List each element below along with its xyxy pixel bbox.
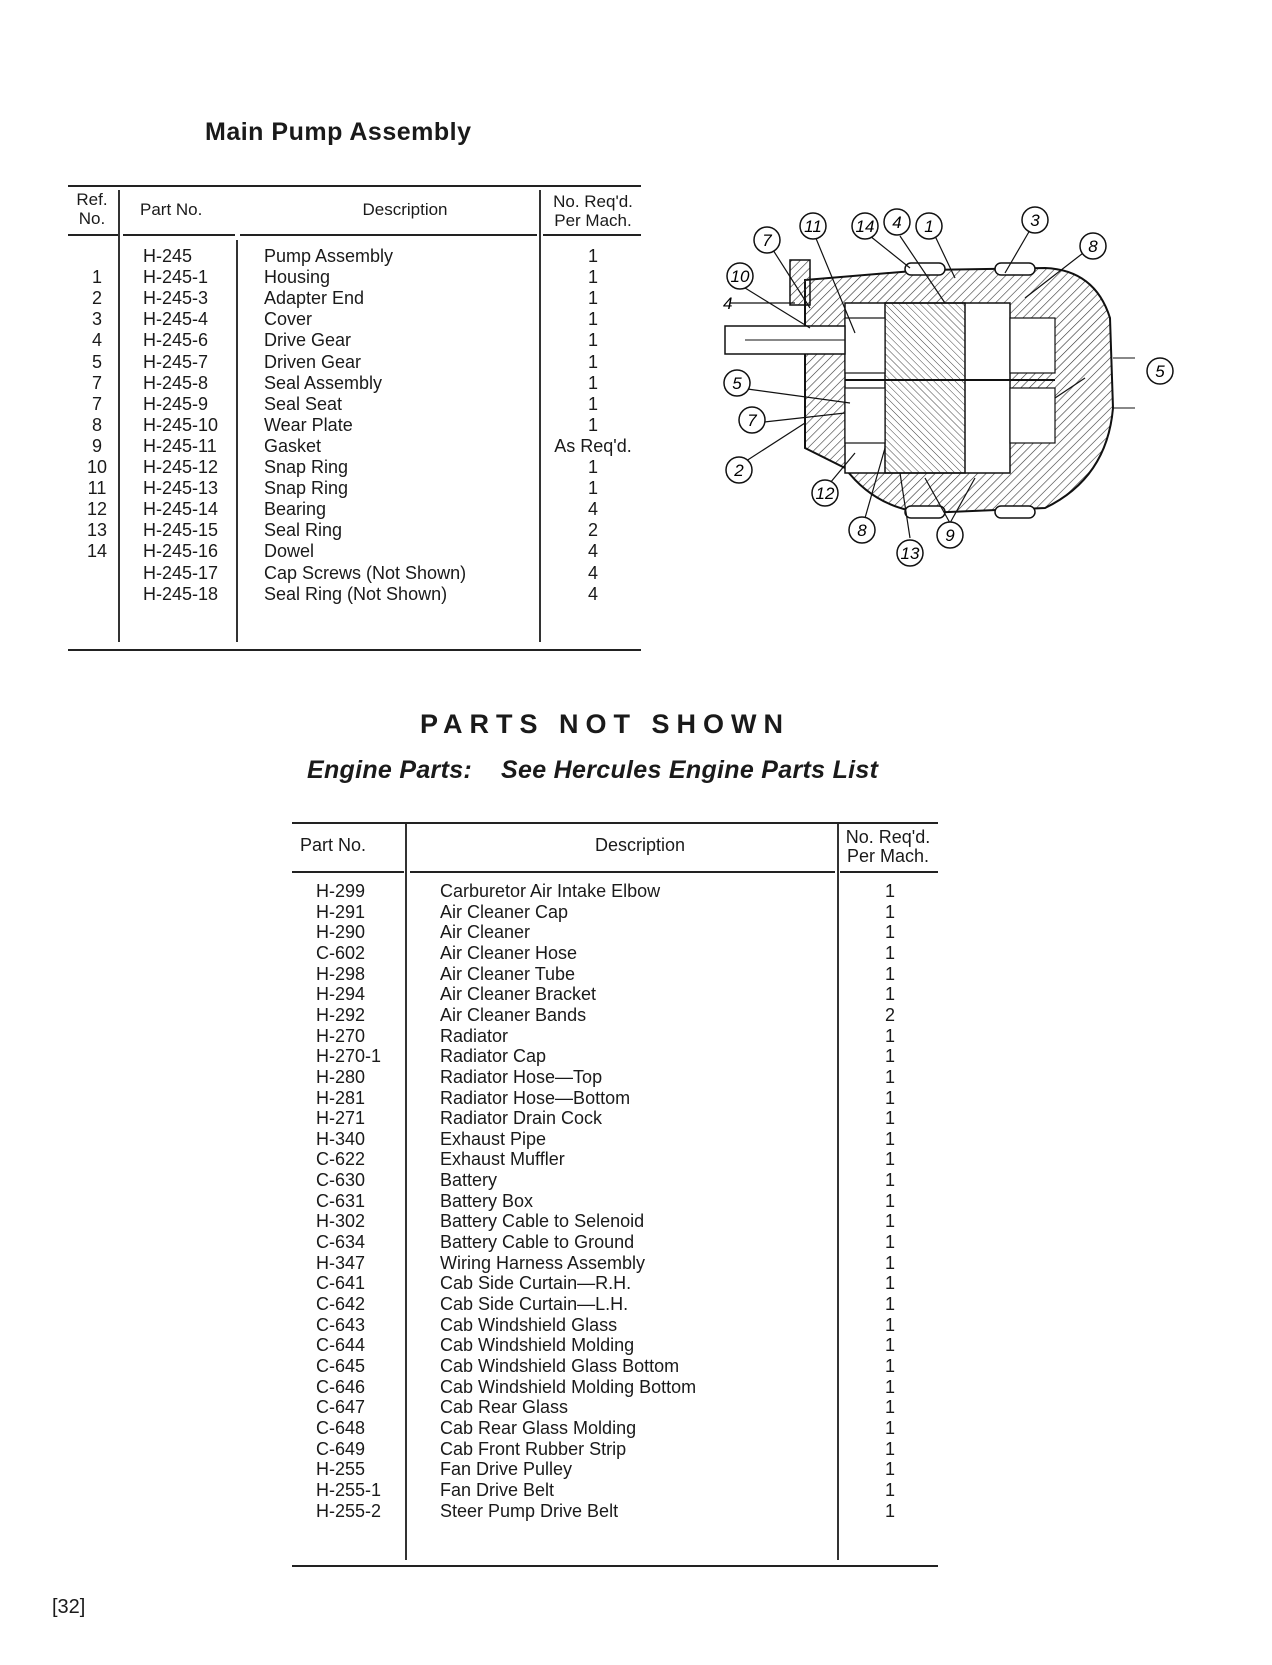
part-no: H-299 xyxy=(316,881,366,901)
qty: 1 xyxy=(884,1108,895,1129)
description: Cover xyxy=(264,309,313,330)
ref-no: 4 xyxy=(91,330,102,351)
header-description: Description xyxy=(362,200,448,219)
qty: 1 xyxy=(884,1479,895,1500)
table-row xyxy=(0,1315,1000,1336)
description: Dowel xyxy=(264,541,315,562)
part-no: C-631 xyxy=(316,1190,366,1211)
part-no: H-255 xyxy=(316,1459,366,1480)
table-row xyxy=(0,1005,1000,1026)
description: Air Cleaner xyxy=(440,922,531,943)
table-row xyxy=(0,1501,1000,1522)
part-no: H-245-12 xyxy=(143,457,219,477)
header-part-no: Part No. xyxy=(140,200,203,219)
callout-label: 11 xyxy=(804,217,822,236)
table-row xyxy=(0,881,1000,902)
table-row xyxy=(0,964,1000,985)
part-no: C-643 xyxy=(316,1314,366,1335)
part-no: H-245-11 xyxy=(143,435,217,456)
callout-label: 8 xyxy=(857,521,867,540)
table-row xyxy=(0,1480,1000,1501)
table-row xyxy=(0,520,700,541)
description: Seal Seat xyxy=(264,393,343,414)
table-top-rule xyxy=(292,822,938,824)
callout-8 xyxy=(849,517,875,543)
qty: 1 xyxy=(587,267,598,288)
qty: 1 xyxy=(884,1087,895,1108)
qty: 1 xyxy=(587,414,598,435)
table-row xyxy=(0,1026,1000,1047)
ref-no: 14 xyxy=(86,541,108,562)
callout-4 xyxy=(884,209,910,235)
table-bottom-rule xyxy=(68,649,641,651)
part-no: H-340 xyxy=(316,1128,366,1149)
ref-no: 11 xyxy=(87,478,107,499)
callout-11 xyxy=(800,213,826,239)
description: Battery Cable to Ground xyxy=(440,1232,635,1253)
qty: 1 xyxy=(884,922,895,943)
part-no: H-245-17 xyxy=(143,562,219,583)
description: Air Cleaner Hose xyxy=(440,942,578,963)
description: Cab Windshield Glass xyxy=(440,1314,618,1335)
table-row xyxy=(0,1232,1000,1253)
table-row xyxy=(0,309,700,330)
callout-label: 3 xyxy=(1030,211,1040,230)
callout-8 xyxy=(1080,233,1106,259)
part-no: H-270-1 xyxy=(316,1046,382,1067)
qty: 1 xyxy=(587,478,598,499)
description: Battery xyxy=(440,1170,498,1191)
table-row xyxy=(0,1356,1000,1377)
header-part-no: Part No. xyxy=(300,835,367,855)
description: Radiator Hose—Bottom xyxy=(440,1087,631,1108)
table-row xyxy=(0,563,700,584)
description: Seal Ring (Not Shown) xyxy=(264,583,448,604)
callout-label: 4 xyxy=(723,294,733,313)
qty: 1 xyxy=(884,901,895,922)
header-rule-part xyxy=(292,871,404,873)
qty: 1 xyxy=(884,1376,895,1397)
part-no: H-245-4 xyxy=(143,309,209,330)
description: Cab Side Curtain—L.H. xyxy=(440,1294,629,1314)
description: Pump Assembly xyxy=(264,246,394,266)
description: Radiator Cap xyxy=(440,1046,547,1067)
qty: 1 xyxy=(884,1149,895,1170)
table-row xyxy=(0,1191,1000,1212)
table-row xyxy=(0,1294,1000,1315)
ref-no: 10 xyxy=(86,457,108,477)
description: Gasket xyxy=(264,435,322,456)
part-no: H-245-9 xyxy=(143,393,209,414)
description: Radiator xyxy=(440,1025,509,1046)
qty: 1 xyxy=(884,1397,895,1418)
parts-not-shown-subtitle: Engine Parts: See Hercules Engine Parts List xyxy=(307,756,879,784)
table-row xyxy=(0,943,1000,964)
callout-5 xyxy=(1147,358,1173,384)
callout-label: 2 xyxy=(734,461,744,480)
description: Driven Gear xyxy=(264,351,362,372)
callout-1 xyxy=(916,213,942,239)
part-no: H-255-2 xyxy=(316,1500,382,1521)
description: Battery Box xyxy=(440,1190,534,1211)
qty: 1 xyxy=(884,1252,895,1273)
qty: 1 xyxy=(587,309,598,330)
qty: 4 xyxy=(587,562,598,583)
description: Cab Windshield Molding xyxy=(440,1335,635,1356)
description: Radiator Hose—Top xyxy=(440,1066,603,1087)
description: Snap Ring xyxy=(264,457,349,477)
table-row xyxy=(0,922,1000,943)
description: Housing xyxy=(264,267,331,288)
part-no: C-602 xyxy=(316,942,366,963)
qty: 4 xyxy=(587,541,598,562)
callout-13 xyxy=(897,540,923,566)
description: Carburetor Air Intake Elbow xyxy=(440,881,661,901)
table-row xyxy=(0,1273,1000,1294)
qty: As Req'd. xyxy=(554,435,632,456)
table-row xyxy=(0,1459,1000,1480)
qty: 1 xyxy=(884,984,895,1005)
description: Air Cleaner Tube xyxy=(440,963,576,984)
qty: 1 xyxy=(884,881,895,901)
part-no: C-649 xyxy=(316,1438,366,1459)
qty: 1 xyxy=(884,1314,895,1335)
part-no: H-245 xyxy=(143,246,193,266)
part-no: H-245-7 xyxy=(143,351,209,372)
table-row xyxy=(0,984,1000,1005)
description: Exhaust Muffler xyxy=(440,1149,565,1170)
qty: 1 xyxy=(884,1190,895,1211)
parts-not-shown-title: PARTS NOT SHOWN xyxy=(420,709,790,739)
callout-label: 13 xyxy=(900,544,920,563)
table-row xyxy=(0,1067,1000,1088)
header-rule-desc xyxy=(410,871,835,873)
qty: 1 xyxy=(884,1170,895,1191)
description: Snap Ring xyxy=(264,478,349,499)
table-top-rule xyxy=(68,185,641,187)
callout-label: 12 xyxy=(815,484,835,503)
part-no: H-245-8 xyxy=(143,372,209,393)
callout-9 xyxy=(937,522,963,548)
header-rule-desc xyxy=(240,234,537,236)
part-no: H-255-1 xyxy=(316,1479,382,1500)
description: Battery Cable to Selenoid xyxy=(440,1211,645,1232)
ref-no: 7 xyxy=(91,393,102,414)
callout-3 xyxy=(1022,207,1048,233)
table-row xyxy=(0,457,700,478)
callout-10 xyxy=(727,263,753,289)
ref-no: 3 xyxy=(91,309,102,330)
qty: 1 xyxy=(884,963,895,984)
table-row xyxy=(0,1211,1000,1232)
qty: 1 xyxy=(884,942,895,963)
part-no: C-648 xyxy=(316,1417,366,1438)
table-row xyxy=(0,288,700,309)
callout-12 xyxy=(812,480,838,506)
callout-label: 9 xyxy=(945,526,955,545)
part-no: C-646 xyxy=(316,1376,366,1397)
part-no: H-245-3 xyxy=(143,288,209,309)
table-row xyxy=(0,499,700,520)
table-row xyxy=(0,1170,1000,1191)
description: Bearing xyxy=(264,499,327,520)
callout-7 xyxy=(754,227,780,253)
qty: 1 xyxy=(884,1417,895,1438)
callout-label: 8 xyxy=(1088,237,1098,256)
part-no: C-634 xyxy=(316,1232,366,1253)
description: Cab Windshield Glass Bottom xyxy=(440,1355,680,1376)
part-no: H-298 xyxy=(316,963,366,984)
part-no: H-280 xyxy=(316,1066,366,1087)
part-no: C-641 xyxy=(316,1273,366,1294)
table-row xyxy=(0,902,1000,923)
callout-2 xyxy=(726,457,752,483)
ref-no: 2 xyxy=(91,288,102,309)
part-no: H-245-14 xyxy=(143,499,219,520)
qty: 1 xyxy=(884,1438,895,1459)
description: Air Cleaner Cap xyxy=(440,901,569,922)
table-bottom-rule xyxy=(292,1565,938,1567)
description: Drive Gear xyxy=(264,330,352,351)
part-no: H-294 xyxy=(316,984,366,1005)
description: Air Cleaner Bracket xyxy=(440,984,597,1005)
qty: 1 xyxy=(587,288,598,309)
part-no: H-245-15 xyxy=(143,520,219,541)
ref-no: 13 xyxy=(86,520,108,541)
header-description: Description xyxy=(594,835,686,855)
callout-label: 5 xyxy=(732,374,742,393)
description: Air Cleaner Bands xyxy=(440,1004,587,1025)
qty: 1 xyxy=(884,1500,895,1521)
description: Adapter End xyxy=(264,288,365,309)
table-row xyxy=(0,415,700,436)
page-number: [32] xyxy=(52,1596,86,1618)
qty: 1 xyxy=(884,1046,895,1067)
qty: 1 xyxy=(884,1459,895,1480)
callout-label: 7 xyxy=(762,231,772,250)
table-row xyxy=(0,373,700,394)
description: Wear Plate xyxy=(264,414,353,435)
qty: 1 xyxy=(884,1273,895,1294)
part-no: H-291 xyxy=(316,901,366,922)
part-no: H-292 xyxy=(316,1004,366,1025)
part-no: H-281 xyxy=(316,1087,366,1108)
description: Seal Assembly xyxy=(264,372,383,393)
table-row xyxy=(0,1088,1000,1109)
description: Seal Ring xyxy=(264,520,343,541)
ref-no: 8 xyxy=(91,414,102,435)
callout-label: 5 xyxy=(1155,362,1165,381)
table-row xyxy=(0,1046,1000,1067)
part-no: H-245-10 xyxy=(143,414,219,435)
qty: 1 xyxy=(884,1355,895,1376)
part-no: H-245-18 xyxy=(143,583,219,604)
callout-14 xyxy=(852,213,878,239)
header-rule-qty xyxy=(840,871,938,873)
part-no: H-245-1 xyxy=(143,267,209,288)
callout-4 xyxy=(723,294,732,313)
part-no: H-290 xyxy=(316,922,366,943)
table-row xyxy=(0,1129,1000,1150)
table-row xyxy=(0,1377,1000,1398)
table-row xyxy=(0,267,700,288)
ref-no: 12 xyxy=(86,499,108,520)
description: Fan Drive Pulley xyxy=(440,1459,573,1480)
part-no: H-245-16 xyxy=(143,541,219,562)
callout-label: 1 xyxy=(924,217,934,236)
qty: 2 xyxy=(587,520,598,541)
pump-body xyxy=(725,260,1135,518)
qty: 2 xyxy=(884,1004,895,1025)
part-no: H-245-6 xyxy=(143,330,209,351)
ref-no: 9 xyxy=(91,435,102,456)
part-no: C-645 xyxy=(316,1355,366,1376)
qty: 1 xyxy=(587,351,598,372)
table-row xyxy=(0,1149,1000,1170)
qty: 1 xyxy=(884,1066,895,1087)
qty: 1 xyxy=(587,246,598,266)
callout-5 xyxy=(724,370,750,396)
qty: 1 xyxy=(884,1128,895,1149)
callout-7 xyxy=(739,407,765,433)
description: Cab Windshield Molding Bottom xyxy=(440,1376,697,1397)
table-row xyxy=(0,1397,1000,1418)
main-pump-title: Main Pump Assembly xyxy=(205,118,472,146)
ref-no: 7 xyxy=(91,372,102,393)
table-row xyxy=(0,541,700,562)
pump-cross-section-diagram xyxy=(725,208,1175,598)
ref-no: 5 xyxy=(91,351,102,372)
table-row xyxy=(0,478,700,499)
ref-no: 1 xyxy=(91,267,102,288)
description: Cap Screws (Not Shown) xyxy=(264,562,467,583)
qty: 4 xyxy=(587,499,598,520)
qty: 1 xyxy=(884,1335,895,1356)
table-row xyxy=(0,1253,1000,1274)
header-qty: No. Req'd. Per Mach. xyxy=(845,827,931,866)
header-ref: Ref. No. xyxy=(76,190,108,228)
table-row xyxy=(0,330,700,351)
qty: 1 xyxy=(884,1232,895,1253)
qty: 1 xyxy=(587,330,598,351)
part-no: H-271 xyxy=(316,1108,366,1129)
qty: 1 xyxy=(884,1025,895,1046)
description: Cab Rear Glass Molding xyxy=(440,1417,637,1438)
header-rule-qty xyxy=(543,234,641,236)
qty: 4 xyxy=(587,583,598,604)
qty: 1 xyxy=(587,393,598,414)
callout-label: 4 xyxy=(892,213,902,232)
table-row xyxy=(0,1108,1000,1129)
header-qty: No. Req'd. Per Mach. xyxy=(553,192,633,230)
table-row xyxy=(0,1418,1000,1439)
description: Fan Drive Belt xyxy=(440,1479,555,1500)
table-row xyxy=(0,394,700,415)
header-rule-part xyxy=(123,234,235,236)
part-no: C-642 xyxy=(316,1294,366,1314)
part-no: C-630 xyxy=(316,1170,366,1191)
table-row xyxy=(0,1439,1000,1460)
qty: 1 xyxy=(587,372,598,393)
table-row xyxy=(0,584,700,605)
qty: 1 xyxy=(884,1294,895,1314)
part-no: H-302 xyxy=(316,1211,366,1232)
description: Radiator Drain Cock xyxy=(440,1108,603,1129)
description: Wiring Harness Assembly xyxy=(440,1252,646,1273)
table-row xyxy=(0,436,700,457)
callout-label: 14 xyxy=(855,217,875,236)
table-row xyxy=(0,1335,1000,1356)
part-no: H-347 xyxy=(316,1252,366,1273)
description: Cab Rear Glass xyxy=(440,1397,569,1418)
header-rule-ref xyxy=(68,234,118,236)
part-no: H-270 xyxy=(316,1025,366,1046)
table-row xyxy=(0,352,700,373)
part-no: C-644 xyxy=(316,1335,366,1356)
callout-label: 7 xyxy=(747,411,757,430)
table-row xyxy=(0,246,700,267)
description: Cab Side Curtain—R.H. xyxy=(440,1273,632,1294)
part-no: C-647 xyxy=(316,1397,366,1418)
part-no: C-622 xyxy=(316,1149,366,1170)
qty: 1 xyxy=(884,1211,895,1232)
description: Exhaust Pipe xyxy=(440,1128,547,1149)
description: Steer Pump Drive Belt xyxy=(440,1500,619,1521)
callout-label: 10 xyxy=(730,267,750,286)
qty: 1 xyxy=(587,457,598,477)
description: Cab Front Rubber Strip xyxy=(440,1438,627,1459)
part-no: H-245-13 xyxy=(143,478,219,499)
